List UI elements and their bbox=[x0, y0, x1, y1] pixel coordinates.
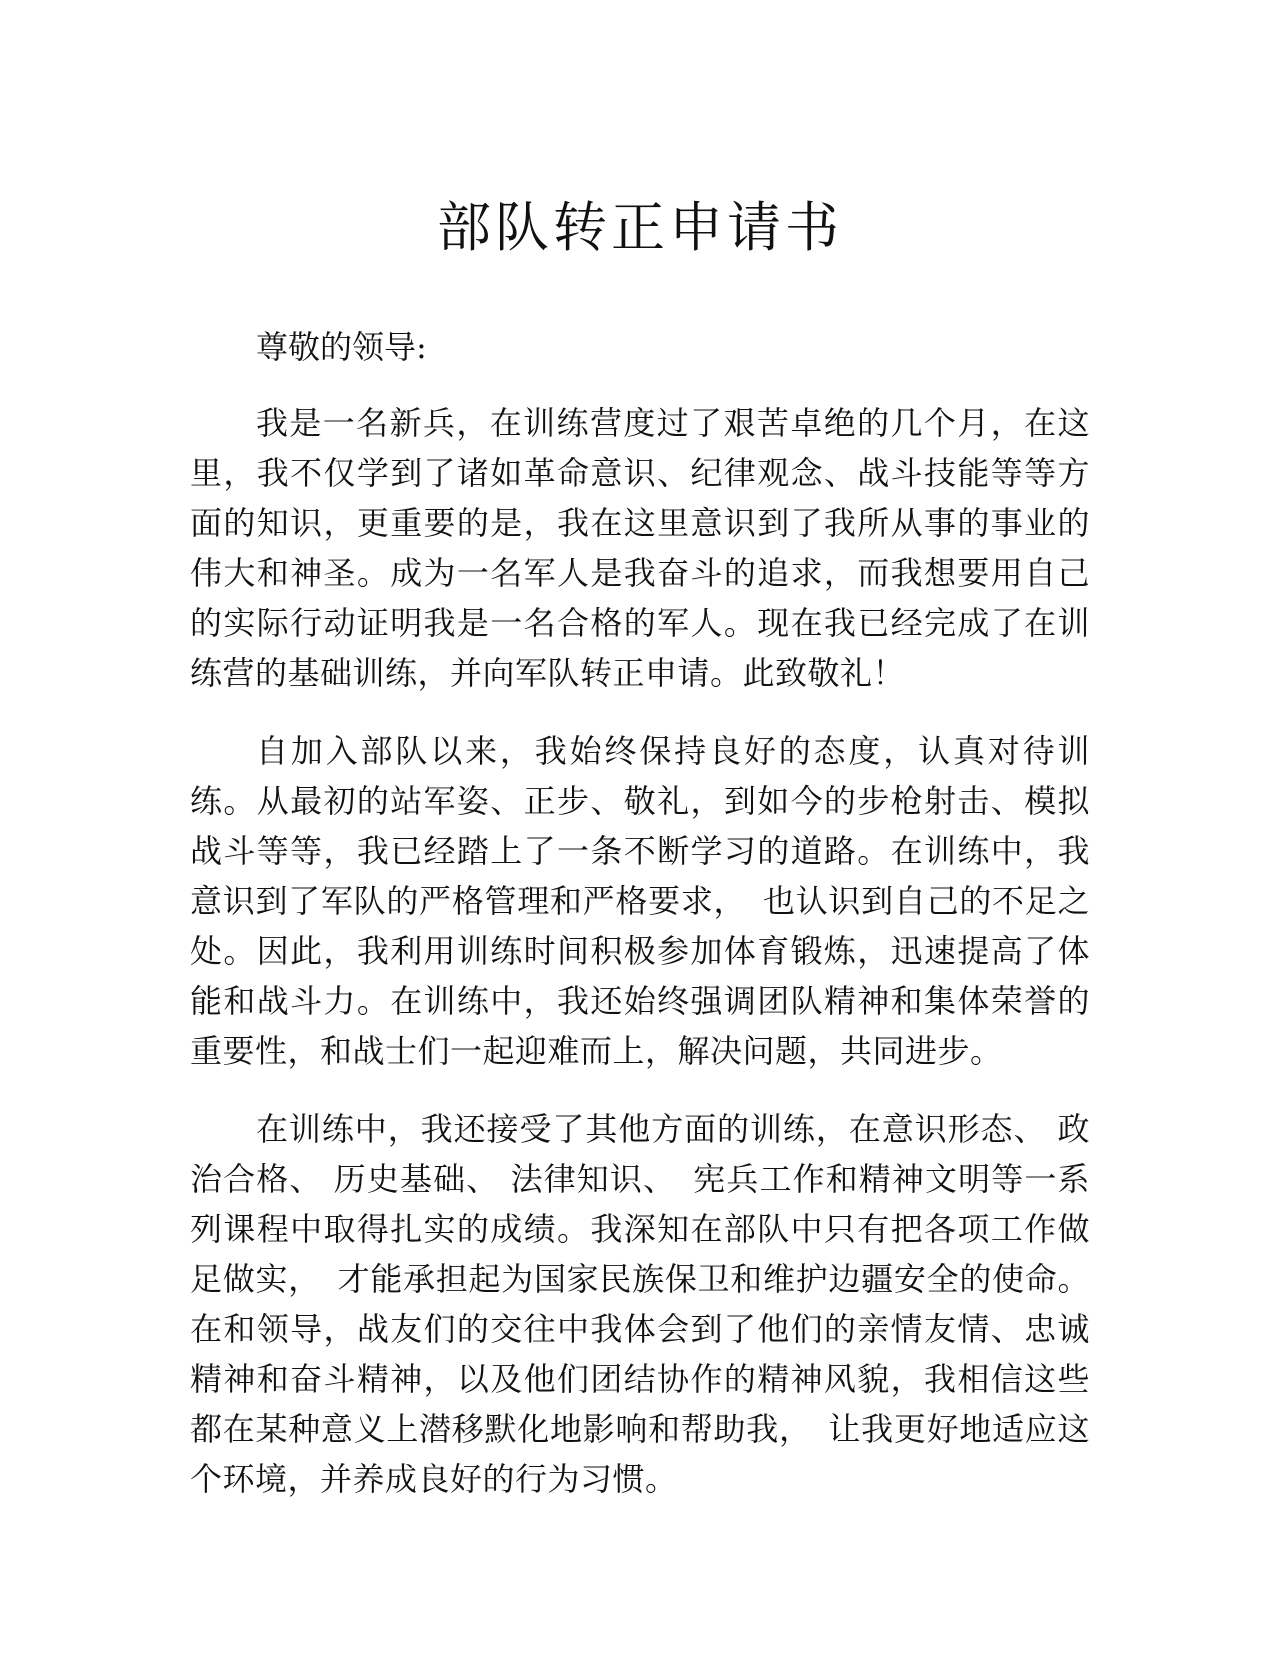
document-body bbox=[190, 322, 1090, 1532]
paragraph-3: 在训练中，我还接受了其他方面的训练，在意识形态、 政治合格、 历史基础、 法律知识、 宪兵工作和精神文明等一系列课程中取得扎实的成绩。我深知在部队中只有把各项工作做足做实， 才能承担起为国家民族保卫和维护边疆安全的使命。在和领导，战友们的交往中我体会到了他们的亲情友情、忠诚精神和奋斗精神，以及他们团结协作的精神风貌，我相信这些都在某种意义上潜移默化地影响和帮助我， 让我更好地适应这个环境，并养成良好的行为习惯。 bbox=[190, 1110, 1090, 1498]
document-title: 部队转正申请书 bbox=[437, 196, 843, 259]
paragraph-1: 我是一名新兵，在训练营度过了艰苦卓绝的几个月，在这里，我不仅学到了诸如革命意识、纪律观念、战斗技能等等方面的知识，更重要的是，我在这里意识到了我所从事的事业的伟大和神圣。成为一名军人是我奋斗的追求，而我想要用自己的实际行动证明我是一名合格的军人。现在我已经完成了在训练营的基础训练，并向军队转正申请。此致敬礼！ bbox=[190, 404, 1090, 692]
paragraph-2: 自加入部队以来，我始终保持良好的态度，认真对待训练。从最初的站军姿、正步、敬礼，到如今的步枪射击、模拟战斗等等，我已经踏上了一条不断学习的道路。在训练中，我意识到了军队的严格管理和严格要求， 也认识到自己的不足之处。因此，我利用训练时间积极参加体育锻炼，迅速提高了体能和战斗力。在训练中，我还始终强调团队精神和集体荣誉的重要性，和战士们一起迎难而上，解决问题，共同进步。 bbox=[190, 732, 1090, 1070]
salutation: 尊敬的领导: bbox=[256, 328, 427, 366]
